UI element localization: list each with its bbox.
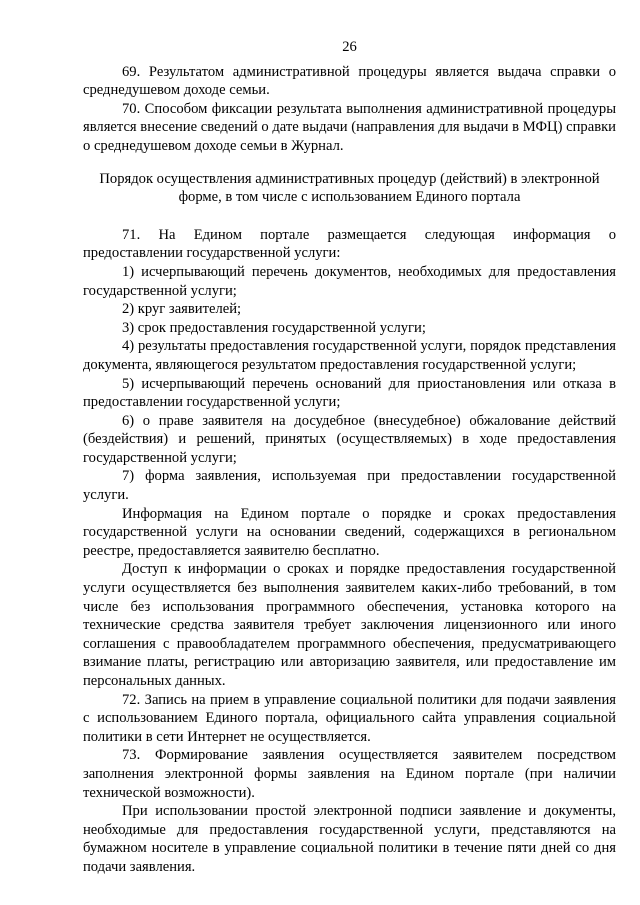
list-item-7: 7) форма заявления, используемая при предоставлении государственной услуги.: [83, 468, 616, 504]
paragraph-72: 72. Запись на прием в управление социальной политики для подачи заявления с использованием Единого портала, официального сайта управления социальной политики в сети Интернет не осуществляется.: [83, 691, 616, 745]
paragraph-71: 71. На Едином портале размещается следующая информация о предоставлении государственной услуги:: [83, 226, 616, 262]
paragraph-info-free: Информация на Едином портале о порядке и сроках предоставления государственной услуги на основании сведений, содержащихся в региональном реестре, предоставляется заявителю бесплатно.: [83, 505, 616, 559]
document-page: [83, 38, 616, 877]
list-item-2: 2) круг заявителей;: [122, 301, 242, 318]
list-item-4: 4) результаты предоставления государственной услуги, порядок представления документа, являющегося результатом предоставления государственной услуги;: [83, 338, 616, 373]
paragraph-69: 69. Результатом административной процедуры является выдача справки о среднедушевом доходе семьи.: [83, 63, 616, 99]
list-item-3: 3) срок предоставления государственной услуги;: [122, 319, 426, 336]
paragraph-73: 73. Формирование заявления осуществляется заявителем посредством заполнения электронной формы заявления на Едином портале (при наличии технической возможности).: [83, 747, 616, 801]
paragraph-signature: При использовании простой электронной подписи заявление и документы, необходимые для предоставления государственной услуги, представляются на бумажном носителе в управление социальной политики в течение пяти дней со дня подачи заявления.: [83, 803, 616, 875]
list-item-1: 1) исчерпывающий перечень документов, необходимых для предоставления государственной услуги;: [83, 263, 616, 299]
paragraph-access: Доступ к информации о сроках и порядке предоставления государственной услуги осуществляется без выполнения заявителем каких-либо требований, в том числе без использования программного обеспечения, установка которого на технические средства заявителя требует заключения лицензионного или иного соглашения с правообладателем программного обеспечения, предусматривающего взимание платы, регистрацию или авторизацию заявителя, или предоставление им персональных данных.: [83, 561, 616, 689]
paragraph-70: 70. Способом фиксации результата выполнения административной процедуры является внесение сведений о дате выдачи (направления для выдачи в МФЦ) справки о среднедушевом доходе семьи в Журнал.: [83, 100, 616, 154]
list-item-5: 5) исчерпывающий перечень оснований для приостановления или отказа в предоставлении государственной услуги;: [83, 375, 616, 411]
section-heading: Порядок осуществления административных процедур (действий) в электронной форме, в том числе с использованием Единого портала: [99, 170, 600, 206]
page-number: 26: [342, 39, 357, 55]
list-item-6: 6) о праве заявителя на досудебное (внесудебное) обжалование действий (бездействия) и решений, принятых (осуществляемых) в ходе предоставления государственной услуги;: [83, 412, 616, 466]
